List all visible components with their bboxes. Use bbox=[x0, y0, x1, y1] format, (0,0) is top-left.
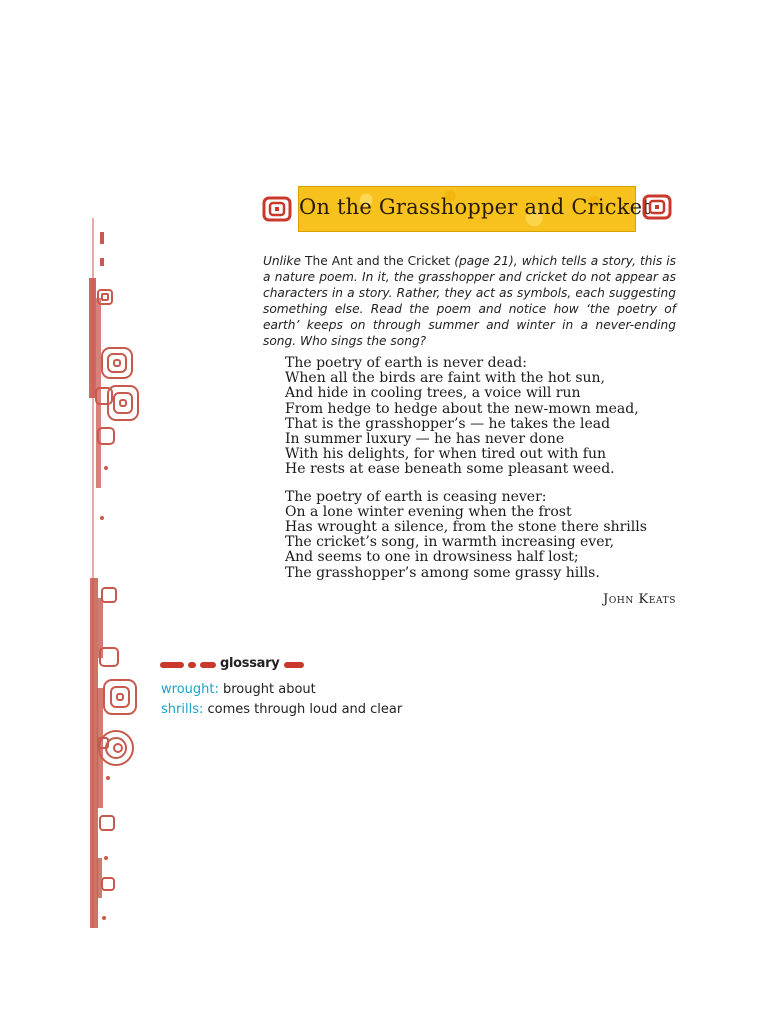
glossary-term: wrought: bbox=[161, 682, 219, 697]
poem-line: And hide in cooling trees, a voice will run bbox=[285, 385, 581, 402]
glossary-label: glossary bbox=[220, 656, 280, 671]
decorative-border bbox=[86, 218, 146, 928]
stanza bbox=[285, 490, 685, 581]
glossary-definition: brought about bbox=[223, 682, 316, 697]
glossary-bar bbox=[160, 662, 184, 668]
poem-line: The cricket’s song, in warmth increasing ever, bbox=[285, 534, 615, 551]
poem-line: The poetry of earth is never dead: bbox=[285, 355, 527, 371]
poem-line: On a lone winter evening when the frost bbox=[285, 503, 572, 520]
glossary-definition: comes through loud and clear bbox=[207, 702, 403, 717]
page-title: On the Grasshopper and Cricket bbox=[299, 195, 651, 219]
poem-line: The grasshopper’s among some grassy hills. bbox=[285, 564, 600, 581]
poem-line: The poetry of earth is ceasing never: bbox=[285, 488, 547, 505]
poem bbox=[285, 356, 685, 593]
spiral-square-icon bbox=[262, 196, 292, 222]
intro-lead: Unlike bbox=[263, 254, 301, 268]
glossary-item bbox=[161, 680, 561, 700]
intro-rest: ), which tells a story, this is a nature poem. In it, the grasshopper and cricket do not appear as characters in a story. Rather, they act as symbols, each suggesting something else. Read the poem and notice how ‘the poetry of earth’ keeps on through summer and winter in a never-ending song. Who sings the song? bbox=[263, 254, 677, 348]
glossary-bar bbox=[188, 662, 196, 668]
poem-line: And seems to one in drowsiness half lost; bbox=[285, 549, 579, 566]
poem-line: From hedge to hedge about the new-mown mead, bbox=[285, 400, 639, 417]
glossary-bar bbox=[284, 662, 304, 668]
title-banner bbox=[298, 186, 651, 232]
intro-page-open: ( bbox=[450, 254, 459, 268]
intro-page-word: page bbox=[459, 254, 490, 268]
glossary-term: shrills: bbox=[161, 702, 204, 717]
spiral-square-icon bbox=[642, 194, 672, 220]
intro-paragraph bbox=[263, 253, 676, 349]
poem-line: He rests at ease beneath some pleasant weed. bbox=[285, 461, 615, 478]
poem-line: With his delights, for when tired out with fun bbox=[285, 446, 607, 463]
poem-author: John Keats bbox=[603, 592, 676, 607]
poem-line: That is the grasshopper’s — he takes the lead bbox=[285, 415, 611, 432]
glossary-list bbox=[161, 680, 561, 720]
title-row bbox=[262, 184, 672, 236]
glossary-item bbox=[161, 700, 561, 720]
poem-line: When all the birds are faint with the hot sun, bbox=[285, 370, 606, 387]
glossary-header bbox=[160, 656, 320, 676]
poem-line: Has wrought a silence, from the stone there shrills bbox=[285, 519, 647, 536]
intro-page-num: 21 bbox=[489, 254, 510, 268]
glossary-bar bbox=[200, 662, 216, 668]
stanza bbox=[285, 356, 685, 478]
poem-line: In summer luxury — he has never done bbox=[285, 431, 565, 448]
intro-reference: The Ant and the Cricket bbox=[305, 254, 451, 268]
